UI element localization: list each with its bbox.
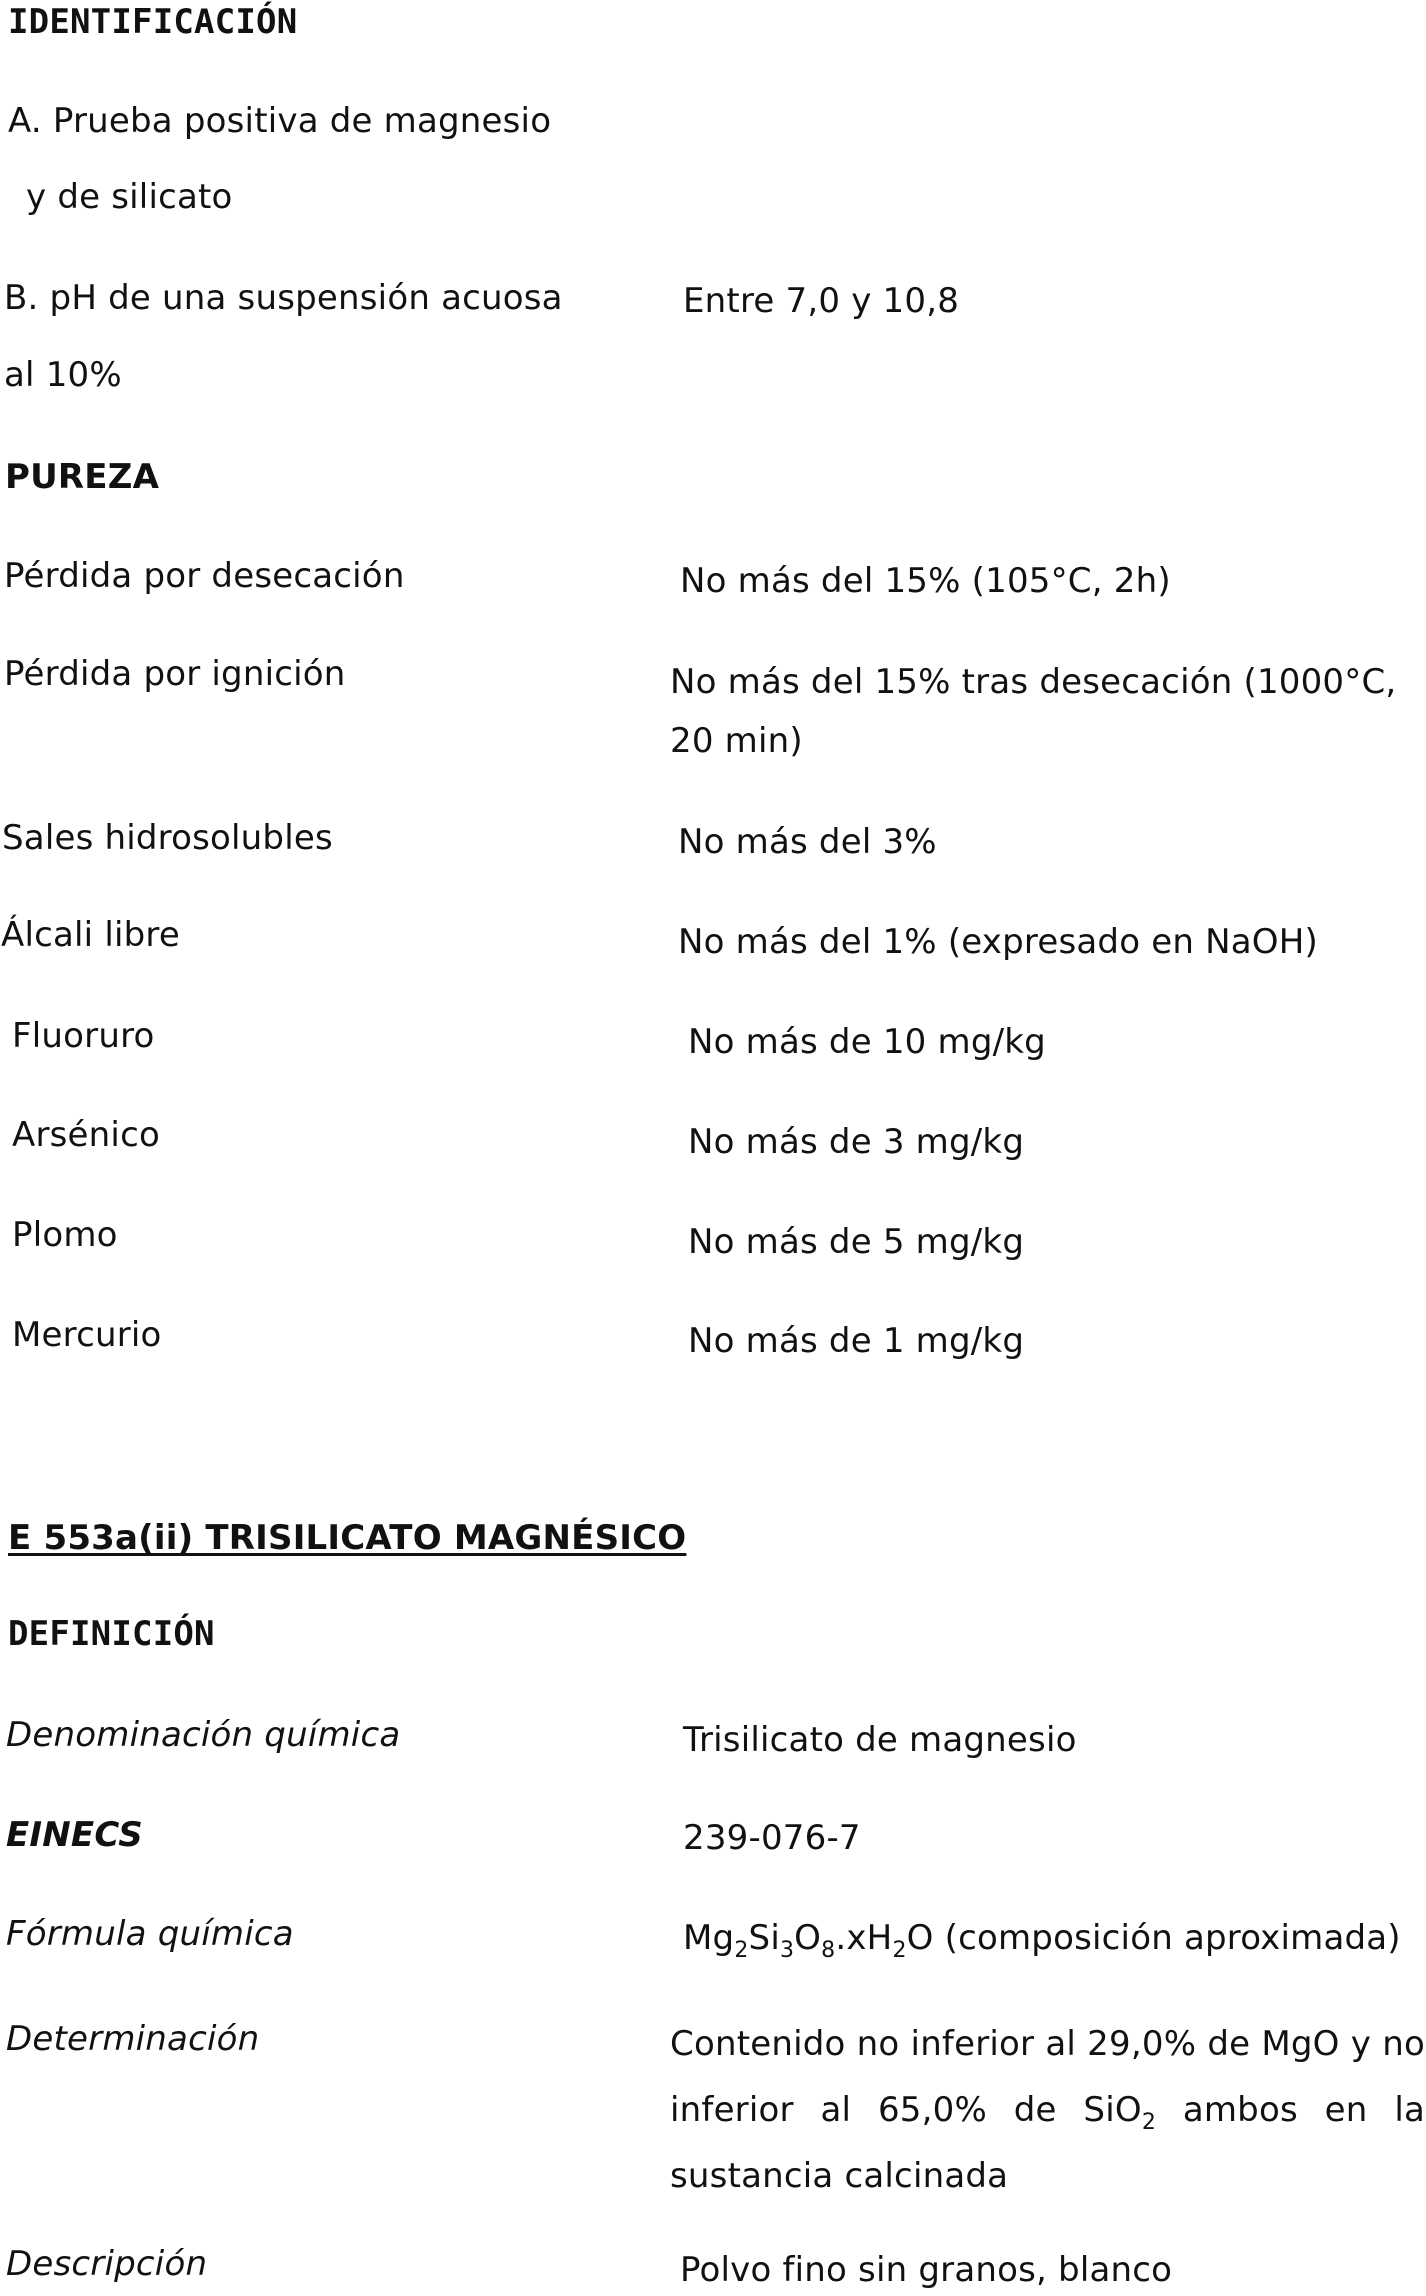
spec-label: Plomo xyxy=(12,1215,118,1255)
test-a-label: A. Prueba positiva de magnesio xyxy=(8,101,552,141)
test-a-label-continued: y de silicato xyxy=(26,177,233,217)
spec-value: No más de 3 mg/kg xyxy=(688,1122,1025,1162)
spec-value: No más del 15% (105°C, 2h) xyxy=(680,561,1171,601)
spec-value: No más del 3% xyxy=(678,822,937,862)
determinacion-label: Determinación xyxy=(6,2019,260,2059)
determinacion-value: Contenido no inferior al 29,0% de MgO y no inferior al 65,0% de SiO$_2$ ambos en la sustancia calcinada xyxy=(670,2024,1425,2196)
spec-label: Fluoruro xyxy=(12,1016,155,1056)
denominacion-value: Trisilicato de magnesio xyxy=(683,1720,1077,1760)
spec-label: Álcali libre xyxy=(1,915,180,955)
descripcion-label: Descripción xyxy=(6,2244,208,2284)
descripcion-value: Polvo fino sin granos, blanco xyxy=(680,2250,1173,2290)
spec-value: No más del 15% tras desecación (1000°C, xyxy=(670,662,1397,702)
einecs-label: EINECS xyxy=(6,1815,143,1855)
formula-value: $Mg_2Si_3O_8.xH_2O$ (composición aproximada) xyxy=(683,1918,1401,1963)
definicion-heading: DEFINICIÓN xyxy=(8,1614,215,1654)
spec-value: No más de 5 mg/kg xyxy=(688,1222,1025,1262)
spec-label: Sales hidrosolubles xyxy=(2,818,333,858)
spec-label: Pérdida por ignición xyxy=(4,654,346,694)
test-b-value: Entre 7,0 y 10,8 xyxy=(683,281,960,321)
section-title: E 553a(ii) TRISILICATO MAGNÉSICO xyxy=(8,1518,687,1558)
formula-label: Fórmula química xyxy=(6,1914,294,1954)
spec-value-continued: 20 min) xyxy=(670,721,803,761)
spec-value: No más de 10 mg/kg xyxy=(688,1022,1046,1062)
spec-label: Arsénico xyxy=(12,1115,160,1155)
pureza-heading: PUREZA xyxy=(5,457,160,497)
test-b-label-continued: al 10% xyxy=(4,355,122,395)
denominacion-label: Denominación química xyxy=(6,1715,401,1755)
identificacion-heading: IDENTIFICACIÓN xyxy=(8,2,298,42)
spec-label: Mercurio xyxy=(12,1315,162,1355)
spec-value: No más del 1% (expresado en NaOH) xyxy=(678,922,1318,962)
spec-value: No más de 1 mg/kg xyxy=(688,1321,1025,1361)
test-b-label: B. pH de una suspensión acuosa xyxy=(4,278,563,318)
spec-label: Pérdida por desecación xyxy=(4,556,405,596)
einecs-value: 239-076-7 xyxy=(683,1818,861,1858)
